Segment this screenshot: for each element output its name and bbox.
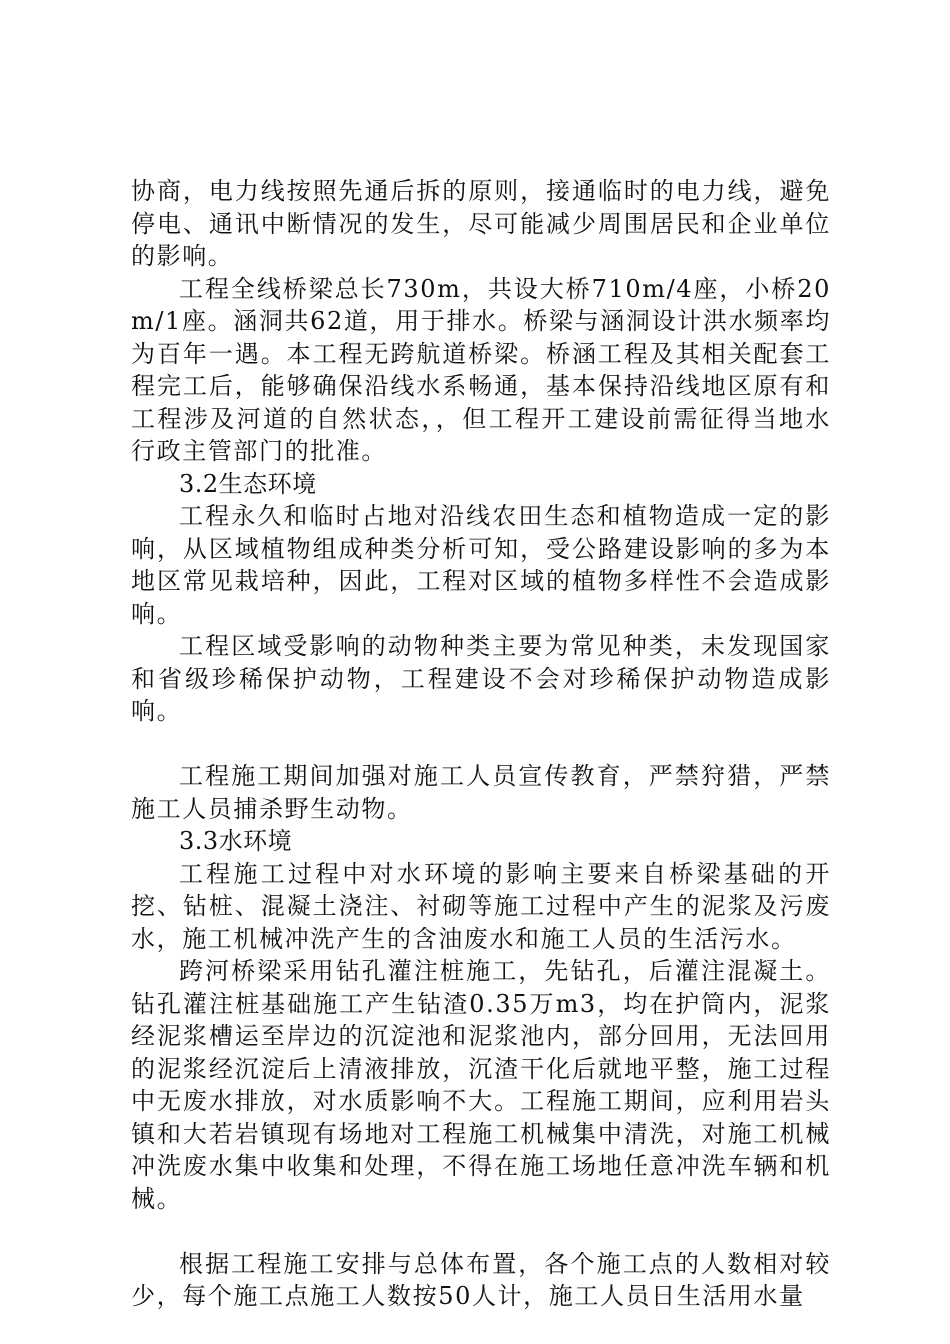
- paragraph-utility-relocation: 协商，电力线按照先通后拆的原则，接通临时的电力线，避免停电、通讯中断情况的发生，尽可能减少周围居民和企业单位的影响。: [131, 177, 831, 270]
- paragraph-worker-water-use: 根据工程施工安排与总体布置，各个施工点的人数相对较少，每个施工点施工人数按50人计，施工人员日生活用水量: [131, 1249, 831, 1310]
- paragraph-worker-education: 工程施工期间加强对施工人员宣传教育，严禁狩猎，严禁施工人员捕杀野生动物。: [131, 762, 831, 823]
- paragraph-animal-species: 工程区域受影响的动物种类主要为常见种类，未发现国家和省级珍稀保护动物，工程建设不会对珍稀保护动物造成影响。: [131, 632, 831, 725]
- paragraph-water-impact-sources: 工程施工过程中对水环境的影响主要来自桥梁基础的开挖、钻桩、混凝土浇注、衬砌等施工过程中产生的泥浆及污废水，施工机械冲洗产生的含油废水和施工人员的生活污水。: [131, 859, 831, 953]
- paragraph-bored-piles: 跨河桥梁采用钻孔灌注桩施工，先钻孔，后灌注混凝土。钻孔灌注桩基础施工产生钻渣0.35万m3，均在护筒内，泥浆经泥浆槽运至岸边的沉淀池和泥浆池内，部分回用，无法回用的泥浆经沉淀后上清液排放，沉渣干化后就地平整，施工过程中无废水排放，对水质影响不大。工程施工期间，应利用岩头镇和大若岩镇现有场地对工程施工机械集中清洗，对施工机械冲洗废水集中收集和处理，不得在施工场地任意冲洗车辆和机械。: [131, 957, 831, 1213]
- section-heading-water: 3.3水环境: [179, 827, 293, 855]
- section-heading-ecology: 3.2生态环境: [179, 469, 317, 498]
- paragraph-gap: [131, 728, 831, 761]
- paragraph-land-occupation: 工程永久和临时占地对沿线农田生态和植物造成一定的影响，从区域植物组成种类分析可知，受公路建设影响的多为本地区常见栽培种，因此，工程对区域的植物多样性不会造成影响。: [131, 502, 831, 628]
- document-body: [131, 175, 831, 1313]
- paragraph-bridges-culverts: 工程全线桥梁总长730m，共设大桥710m/4座，小桥20m/1座。涵洞共62道，用于排水。桥梁与涵洞设计洪水频率均为百年一遇。本工程无跨航道桥梁。桥涵工程及其相关配套工程完工后，能够确保沿线水系畅通，基本保持沿线地区原有和工程涉及河道的自然状态，，但工程开工建设前需征得当地水行政主管部门的批准。: [131, 274, 831, 465]
- paragraph-gap: [131, 1215, 831, 1248]
